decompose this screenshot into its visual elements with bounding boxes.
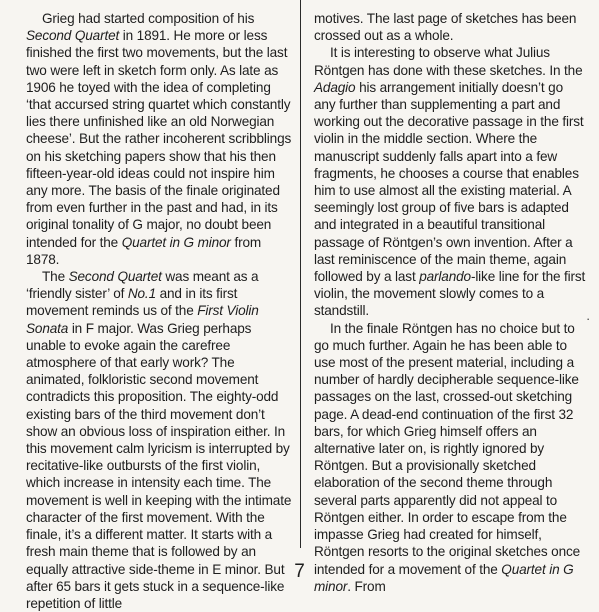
right-column [314, 10, 586, 595]
text-run: in 1891. He more or less finished the first two movements, but the last two were left in sketch form only. As late as 1906 he toyed with the idea of completing ‘that accursed string quartet which constantly lies there unfinished like an old Norwegian cheese’. But the rather incoherent scribblings on his sketching papers show that his then fifteen-year-old ideas could not inspire him any more. The basis of the finale originated from even further in the past and had, in its original tonality of G major, no doubt been intended for the [26, 28, 292, 250]
margin-mark: · [586, 311, 591, 326]
work-title: Second Quartet [68, 269, 162, 285]
text-run: his arrangement initially doesn’t go any further than supplementing a part and working out the decorative passage in the first violin in the middle section. Where the manuscript suddenly falls apart into a few fragments, he chooses a course that enables him to use almost all the existing material. A seemingly lost group of five bars is adapted and integrated in a beautiful transitional passage of Röntgen’s own invention. After a last reminiscence of the main theme, again followed by a last [314, 79, 584, 285]
text-run: -like line for the first violin, the movement slowly comes to a standstill. [314, 269, 586, 319]
work-title: First Violin Sonata [26, 303, 259, 336]
column-divider [300, 0, 301, 548]
work-title: Quartet in G minor [314, 561, 574, 594]
text-run: in F major. Was Grieg perhaps unable to evoke again the carefree atmosphere of that early work? The animated, folkloristic second movement contradicts this proposition. The eighty-odd existing bars of the third movement don’t show an obvious loss of inspiration either. In this movement calm lyricism is interrupted by recitative-like outbursts of the first violin, which increase in intensity each time. The movement is well in keeping with the intimate character of the first movement. With the finale, it’s a different matter. It starts with a fresh main theme that is followed by an equally attractive side-theme in E minor. But after 65 bars it gets stuck in a sequence-like repetition of little [26, 320, 292, 611]
paragraph: motives. The last page of sketches has been crossed out as a whole. [314, 11, 577, 44]
work-title: No.1 [127, 286, 156, 302]
left-column [26, 10, 294, 612]
paragraph [314, 320, 586, 595]
page-number: 7 [294, 561, 305, 582]
italic-term: Adagio [314, 79, 356, 95]
work-title: Second Quartet [26, 28, 120, 44]
paragraph [26, 10, 294, 268]
text-run: It is interesting to observe what Julius Röntgen has done with these sketches. In the [314, 45, 583, 78]
italic-term: parlando [419, 269, 471, 285]
text-run: . From [347, 578, 386, 594]
text-run: Grieg had started composition of his [42, 11, 255, 26]
work-title: Quartet in G minor [121, 234, 231, 250]
text-run: was meant as a ‘friendly sister’ of [26, 269, 259, 302]
text-run: The [42, 269, 69, 285]
text-run: In the finale Röntgen has no choice but to go much further. Again he has been able to use most of the present material, including a number of hardly decipherable sequence-like passages on the last, crossed-out sketching page. A dead-end continuation of the first 32 bars, for which Grieg himself offers an alternative later on, is rightly ignored by Röntgen. But a provisionally sketched elaboration of the second theme through several parts apparently did not appeal to Röntgen either. In order to escape from the impasse Grieg had created for himself, Röntgen resorts to the original sketches once intended for a movement of the [314, 320, 581, 577]
text-run: and in its first movement reminds us of the [26, 286, 238, 319]
paragraph [314, 44, 586, 319]
text-run: from 1878. [26, 234, 262, 267]
